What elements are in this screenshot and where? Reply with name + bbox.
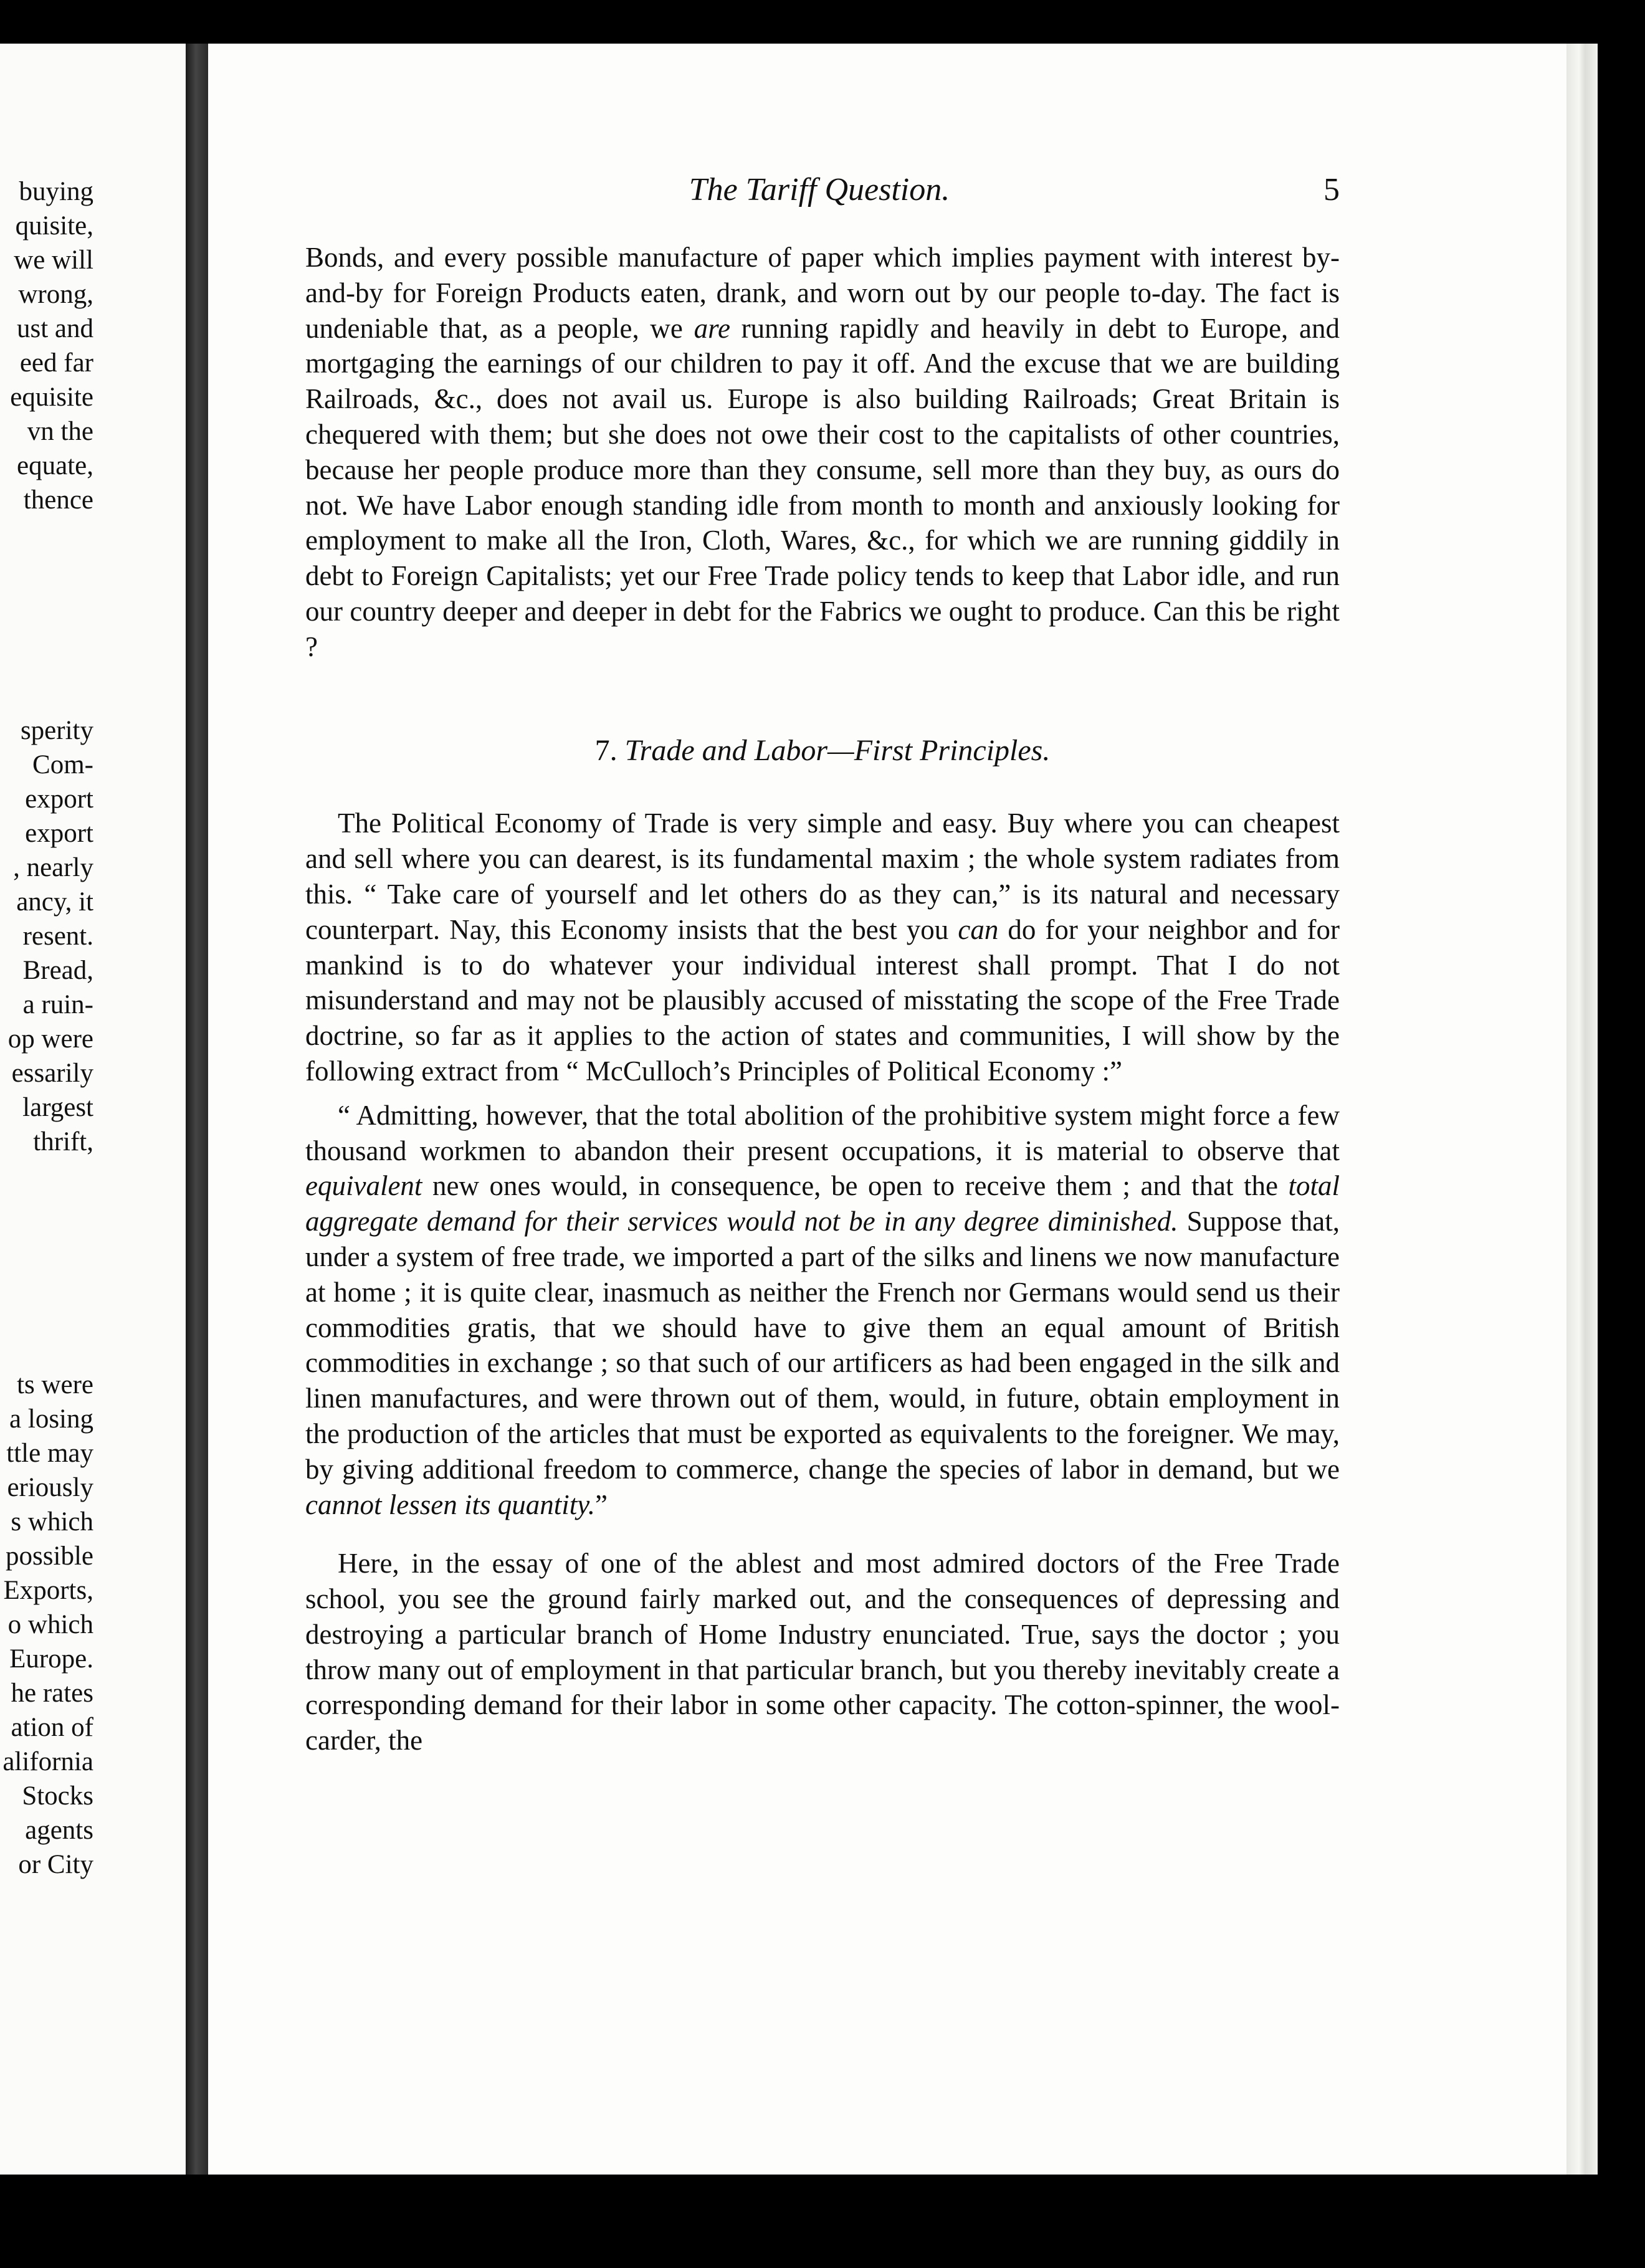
- margin-fragment: ts were: [17, 1370, 93, 1399]
- margin-fragment: op were: [7, 1024, 93, 1054]
- margin-fragment: a losing: [9, 1404, 93, 1434]
- body-text: [305, 240, 1340, 1758]
- section-title: Trade and Labor—First Principles.: [624, 733, 1051, 767]
- section-heading: [305, 733, 1340, 769]
- margin-fragment: ation of: [11, 1713, 93, 1742]
- book-spine: [186, 44, 208, 2175]
- margin-fragment: we will: [14, 245, 93, 275]
- margin-fragment: eed far: [19, 348, 93, 378]
- margin-fragment: largest: [22, 1093, 93, 1122]
- margin-fragment: eriously: [7, 1473, 93, 1502]
- margin-fragment: thrift,: [33, 1127, 93, 1156]
- margin-fragment: ancy, it: [16, 887, 93, 917]
- margin-fragment: vn the: [27, 417, 93, 446]
- margin-fragment: , nearly: [13, 853, 93, 882]
- paragraph-text: The Political Economy of Trade is very simple and easy. Buy where you can cheapest and sell where you can dearest, is its fundamental maxim ; the whole system radiates from this. “ Take care of yourself and let others do as they can,” is its natural and necessary counterpart. Nay, this Economy insists that the best you: [305, 808, 1340, 945]
- margin-fragment: agents: [25, 1816, 93, 1845]
- paragraph: [305, 806, 1340, 1089]
- margin-fragment: resent.: [22, 922, 93, 951]
- margin-fragment: equisite: [10, 383, 93, 412]
- paragraph-continued: [305, 240, 1340, 665]
- paragraph-text: Bonds, and every possible manufacture of paper which implies payment with interest by-and-by for Foreign Products eaten, drank, and worn out by our people to-day. The fact is undeniable that, as a people, we: [305, 242, 1340, 344]
- running-head: [299, 168, 1340, 212]
- margin-fragment: s which: [11, 1507, 93, 1537]
- quote-text: Suppose that, under a system of free trade, we imported a part of the silks and linens we now manufacture at home ; it is quite clear, inasmuch as neither the French nor Germans would send us their commodities gratis, that we should have to give them an equal amount of British commodities in exchange ; so that such of our artificers as had been engaged in the silk and linen manufactures, and were thrown out of them, would, in future, obtain employment in the production of the articles that must be exported as equivalents to the foreigner. We may, by giving additional freedom to commerce, change the species of labor in demand, but we: [305, 1206, 1340, 1485]
- quote-text: “ Admitting, however, that the total abolition of the prohibitive system might force a few thousand workmen to abandon their present occupations, it is material to observe that: [305, 1099, 1340, 1166]
- emphasis: equivalent: [305, 1170, 422, 1202]
- margin-fragment: or City: [18, 1850, 93, 1879]
- margin-fragment: thence: [23, 485, 93, 515]
- margin-fragment: o which: [7, 1610, 93, 1639]
- margin-fragment: Com-: [32, 750, 93, 779]
- section-number: 7.: [594, 733, 617, 767]
- paragraph-text: running rapidly and heavily in debt to Europe, and mortgaging the earnings of our children to pay it off. And the excuse that we are building Railroads, &c., does not avail us. Europe is also building Railroads; Great Britain is chequered with them; but she does not owe their cost to the capitalists of other countries, because her people produce more than they consume, sell more than they buy, as ours do not. We have Labor enough standing idle from month to month and anxiously looking for employment to make all the Iron, Cloth, Wares, &c., for which we are running giddily in debt to Foreign Capitalists; yet our Free Trade policy tends to keep that Labor idle, and run our country deeper and deeper in debt for the Fabrics we ought to produce. Can this be right ?: [305, 312, 1340, 662]
- margin-fragment: ust and: [16, 314, 93, 343]
- margin-fragment: ttle may: [6, 1439, 93, 1468]
- emphasis: cannot lessen its quantity.: [305, 1489, 595, 1520]
- paragraph-text: do for your neighbor and for mankind is to do whatever your individual interest shall prompt. That I do not misunderstand and may not be plausibly accused of misstating the scope of the Free Trade doctrine, so far as it applies to the action of states and communities, I will show by the following extract from “ McCulloch’s Principles of Political Economy :”: [305, 913, 1340, 1087]
- quotation: [305, 1098, 1340, 1523]
- margin-fragment: essarily: [11, 1059, 93, 1088]
- margin-fragment: wrong,: [18, 280, 93, 309]
- margin-fragment: Stocks: [22, 1781, 93, 1811]
- quote-mark: ”: [594, 1489, 608, 1520]
- margin-fragment: a ruin-: [22, 990, 93, 1019]
- margin-fragment: sperity: [20, 716, 93, 745]
- page-number: 5: [1323, 172, 1340, 207]
- margin-fragment: quisite,: [15, 211, 93, 241]
- margin-fragment: Bread,: [22, 956, 93, 985]
- quote-text: new ones would, in consequence, be open to receive them ; and that the: [422, 1170, 1289, 1202]
- margin-fragment: export: [25, 819, 93, 848]
- margin-fragment: Europe.: [9, 1644, 93, 1674]
- margin-fragment: export: [25, 784, 93, 814]
- paragraph: [305, 1546, 1340, 1758]
- emphasis: can: [958, 913, 999, 945]
- margin-fragment: equate,: [17, 451, 93, 480]
- margin-fragment: buying: [19, 177, 93, 206]
- left-page: [0, 44, 186, 2175]
- margin-fragment: possible: [6, 1541, 93, 1571]
- margin-fragment: Exports,: [3, 1576, 93, 1605]
- margin-fragment: alifornia: [2, 1747, 93, 1776]
- emphasis: total aggregate demand for their services would not be in any degree diminished.: [305, 1170, 1340, 1237]
- paragraph-text: Here, in the essay of one of the ablest and most admired doctors of the Free Trade school, you see the ground fairly marked out, and the consequences of depressing and destroying a particular branch of Home Industry enunciated. True, says the doctor ; you throw many out of employment in that particular branch, but you thereby inevitably create a corresponding demand for their labor in some other capacity. The cotton-spinner, the wool-carder, the: [305, 1548, 1340, 1756]
- running-head-title: The Tariff Question.: [689, 172, 950, 207]
- page-edge: [1566, 44, 1598, 2175]
- margin-fragment: he rates: [11, 1679, 93, 1708]
- emphasis: are: [694, 312, 730, 344]
